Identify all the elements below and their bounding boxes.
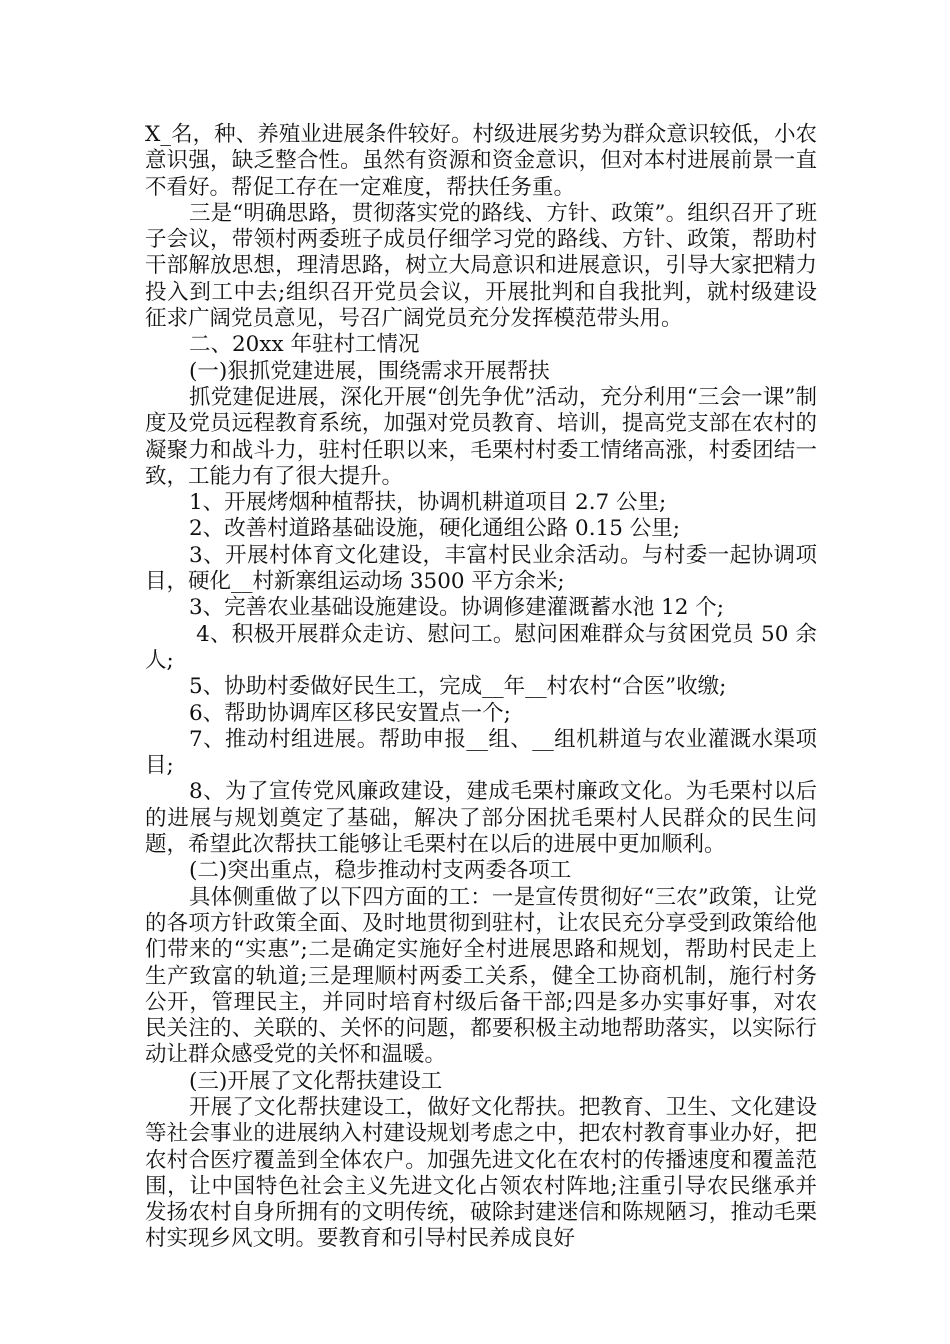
section-heading-work-situation: 二、20xx 年驻村工情况 — [189, 332, 420, 358]
list-item-3b: 3、完善农业基础设施建设。协调修建灌溉蓄水池 12 个; — [189, 595, 724, 621]
list-item-3a: 3、开展村体育文化建设，丰富村民业余活动。与村委一起协调项目，硬化__村新寨组运动场 3500 平方余米; — [145, 542, 817, 595]
subsection-heading-party-building: (一)狠抓党建进展，围绕需求开展帮扶 — [189, 358, 550, 384]
paragraph-key-points: 具体侧重做了以下四方面的工：一是宣传贯彻好“三农”政策，让党的各项方针政策全面、及时地贯彻到驻村，让农民充分享受到政策给他们带来的“实惠”;二是确定实施好全村进展思路和规划，帮助村民走上生产致富的轨道;三是理顺村两委工关系，健全工协商机制，施行村务公开，管理民主，并同时培育村级后备干部;四是多办实事好事，对农民关注的、关联的、关怀的问题，都要积极主动地帮助落实，以实际行动让群众感受党的关怀和温暖。 — [145, 884, 817, 1068]
list-item-8: 8、为了宣传党风廉政建设，建成毛栗村廉政文化。为毛栗村以后的进展与规划奠定了基础，解决了部分困扰毛栗村人民群众的民生问题，希望此次帮扶工能够让毛栗村在以后的进展中更加顺利。 — [145, 779, 817, 858]
list-item-5: 5、协助村委做好民生工，完成__年__村农村“合医”收缴; — [189, 674, 727, 700]
list-item-2: 2、改善村道路基础设施，硬化通组公路 0.15 公里; — [189, 516, 680, 542]
paragraph-cultural-support: 开展了文化帮扶建设工，做好文化帮扶。把教育、卫生、文化建设等社会事业的进展纳入村建设规划考虑之中，把农村教育事业办好，把农村合医疗覆盖到全体农户。加强先进文化在农村的传播速度和覆盖范围，让中国特色社会主义先进文化占领农村阵地;注重引导农民继承并发扬农村自身所拥有的文明传统，破除封建迷信和陈规陋习，推动毛栗村实现乡风文明。要教育和引导村民养成良好 — [145, 1094, 817, 1252]
list-item-7: 7、推动村组进展。帮助申报__组、__组机耕道与农业灌溉水渠项目; — [145, 726, 817, 779]
list-item-6: 6、帮助协调库区移民安置点一个; — [189, 700, 511, 726]
list-item-1: 1、开展烤烟种植帮扶，协调机耕道项目 2.7 公里; — [189, 490, 667, 516]
list-item-4: 4、积极开展群众走访、慰问工。慰问困难群众与贫困党员 50 余人; — [145, 621, 817, 673]
subsection-heading-key-points: (二)突出重点，稳步推动村支两委各项工 — [189, 858, 572, 884]
paragraph-clear-thinking: 三是“明确思路，贯彻落实党的路线、方针、政策”。组织召开了班子会议，带领村两委班子成员仔细学习党的路线、方针、政策，帮助村干部解放思想，理清思路，树立大局意识和进展意识，引导大家把精力投入到工中去;组织召开党员会议，开展批判和自我批判，就村级建设征求广阔党员意见，号召广阔党员充分发挥模范带头用。 — [145, 200, 817, 332]
subsection-heading-cultural-support: (三)开展了文化帮扶建设工 — [189, 1068, 443, 1094]
document-page — [145, 122, 817, 1253]
paragraph-intro: X_名，种、养殖业进展条件较好。村级进展劣势为群众意识较低，小农意识强，缺乏整合性。虽然有资源和资金意识，但对本村进展前景一直不看好。帮促工存在一定难度，帮扶任务重。 — [145, 122, 817, 200]
paragraph-party-building: 抓党建促进展，深化开展“创先争优”活动，充分利用“三会一课”制度及党员远程教育系统，加强对党员教育、培训，提高党支部在农村的凝聚力和战斗力，驻村任职以来，毛栗村村委工情绪高涨，村委团结一致，工能力有了很大提升。 — [145, 384, 817, 489]
